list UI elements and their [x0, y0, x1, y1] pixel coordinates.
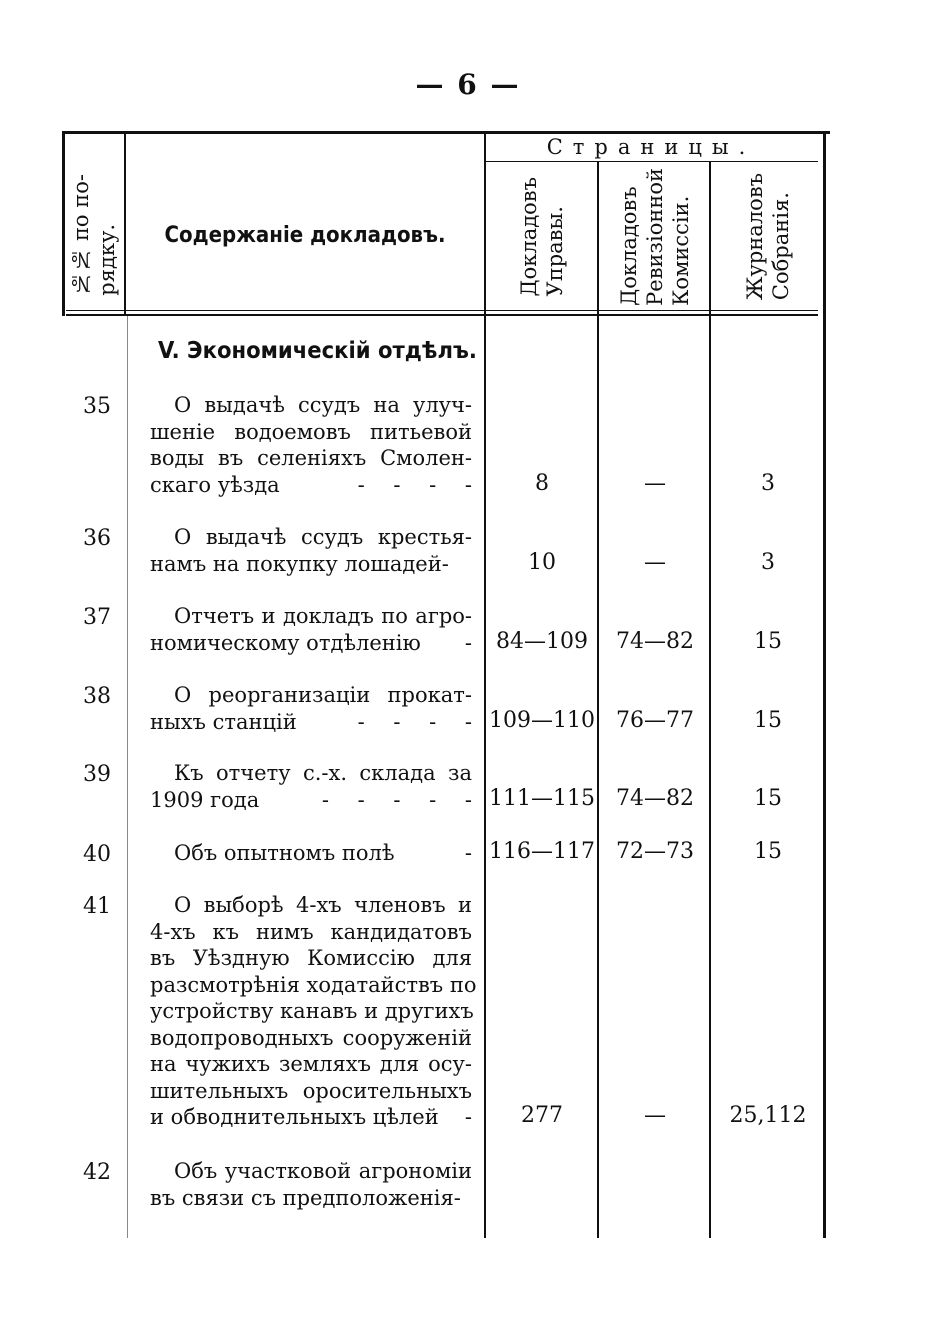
cell-uprava: 10 — [528, 549, 556, 575]
cell-revision: 72—73 — [616, 839, 694, 864]
row-description-line: въ связи съ предположенія- — [150, 1185, 461, 1210]
pages-header-rule — [486, 161, 818, 162]
cell-uprava: 111—115 — [489, 785, 595, 811]
row-description-line: Отчетъ и докладъ по агро- — [174, 604, 472, 628]
row-description-line: скаго уѣзда - - - - — [150, 472, 472, 497]
col-divider-revision — [709, 162, 711, 1238]
leader-dashes: - - - - — [357, 472, 472, 497]
cell-revision: — — [644, 470, 666, 496]
row-description — [150, 682, 472, 735]
header-number-label: №№ по по- рядку. — [69, 174, 119, 296]
row-description-line: Объ участковой агрономіи — [174, 1159, 472, 1183]
cell-uprava: 277 — [521, 1103, 563, 1128]
leader-dashes: - — [464, 1105, 472, 1129]
row-description-line: Къ отчету с.-х. склада за — [174, 761, 472, 785]
cell-revision: — — [644, 549, 666, 575]
row-description-line: разсмотрѣнія ходатайствъ по — [150, 972, 477, 997]
cell-revision: 76—77 — [616, 707, 694, 733]
header-revision-column — [600, 164, 710, 310]
cell-revision: 74—82 — [616, 785, 694, 811]
header-journal-label: Журналовъ Собранія. — [743, 173, 793, 301]
cell-journal: 15 — [754, 628, 782, 654]
row-number: 40 — [83, 842, 111, 867]
row-description-line: Объ опытномъ полѣ - — [174, 841, 472, 865]
row-description-line: О выдачѣ ссудъ на улуч- — [174, 393, 472, 417]
leader-dashes: - — [464, 630, 472, 655]
cell-revision: 74—82 — [616, 628, 694, 654]
row-description-line: шеніе водоемовъ питьевой — [150, 419, 472, 444]
header-bottom-rule — [66, 310, 818, 311]
table-left-border — [62, 131, 65, 316]
cell-journal: 15 — [754, 785, 782, 811]
row-description-line: О выдачѣ ссудъ крестья- — [174, 525, 472, 549]
header-pages-label: Страницы. — [546, 135, 756, 159]
col-divider-number — [124, 134, 126, 316]
row-description — [150, 840, 472, 867]
header-content-label: Содержаніе докладовъ. — [164, 222, 446, 248]
cell-journal: 15 — [754, 839, 782, 864]
header-uprava-column — [486, 164, 598, 310]
row-description — [150, 1158, 472, 1211]
cell-uprava: 84—109 — [496, 628, 588, 654]
row-number: 41 — [83, 894, 111, 919]
row-description-line: устройству канавъ и другихъ — [150, 999, 474, 1023]
header-number-column — [66, 160, 122, 310]
row-description-line: 1909 года - - - - - — [150, 787, 472, 812]
cell-uprava: 109—110 — [489, 707, 595, 733]
row-description — [150, 892, 477, 1131]
row-description-line: и обводнительныхъ цѣлей - — [150, 1105, 472, 1129]
row-number: 39 — [83, 762, 111, 787]
row-description-line: О выборѣ 4-хъ членовъ и — [174, 893, 472, 917]
header-revision-label: Докладовъ Ревизіонной Комиссіи. — [617, 168, 693, 306]
header-bottom-rule-2 — [66, 314, 818, 316]
leader-dashes: - - - - - — [321, 787, 472, 812]
cell-uprava: 116—117 — [489, 839, 595, 864]
row-description-line: ныхъ станцій - - - - — [150, 709, 472, 734]
page-number: — 6 — — [415, 68, 521, 101]
row-description-line: на чужихъ земляхъ для осу- — [150, 1052, 472, 1076]
leader-dashes: - — [464, 841, 472, 865]
cell-journal: 3 — [761, 549, 775, 575]
row-description-line: водопроводныхъ сооруженій — [150, 1025, 472, 1050]
cell-journal: 25,112 — [729, 1103, 807, 1128]
cell-revision: — — [644, 1103, 666, 1128]
cell-journal: 15 — [754, 707, 782, 733]
row-description-line: О реорганизаціи прокат- — [174, 683, 472, 707]
row-number: 36 — [83, 526, 111, 551]
row-description — [150, 603, 472, 656]
header-journal-column — [712, 164, 824, 310]
row-description-line: шительныхъ оросительныхъ — [150, 1078, 472, 1103]
col-divider-uprava — [597, 162, 599, 1238]
row-description-line: намъ на покупку лошадей- — [150, 551, 449, 576]
section-title: V. Экономическій отдѣлъ. — [158, 338, 477, 364]
leader-dashes: - - - - — [357, 709, 472, 734]
row-description-line: воды въ селеніяхъ Смолен- — [150, 446, 472, 470]
row-description — [150, 392, 472, 498]
row-number: 42 — [83, 1160, 111, 1185]
row-number: 38 — [83, 684, 111, 709]
row-number: 37 — [83, 605, 111, 630]
row-description-line: номическому отдѣленію - — [150, 630, 472, 655]
cell-uprava: 8 — [535, 470, 549, 496]
row-number: 35 — [83, 394, 111, 419]
header-uprava-label: Докладовъ Управы. — [517, 177, 567, 297]
cell-journal: 3 — [761, 470, 775, 496]
row-description — [150, 524, 472, 577]
row-description-line: 4-хъ къ нимъ кандидатовъ — [150, 919, 472, 944]
row-description — [150, 760, 472, 813]
row-description-line: въ Уѣздную Комиссію для — [150, 946, 472, 970]
